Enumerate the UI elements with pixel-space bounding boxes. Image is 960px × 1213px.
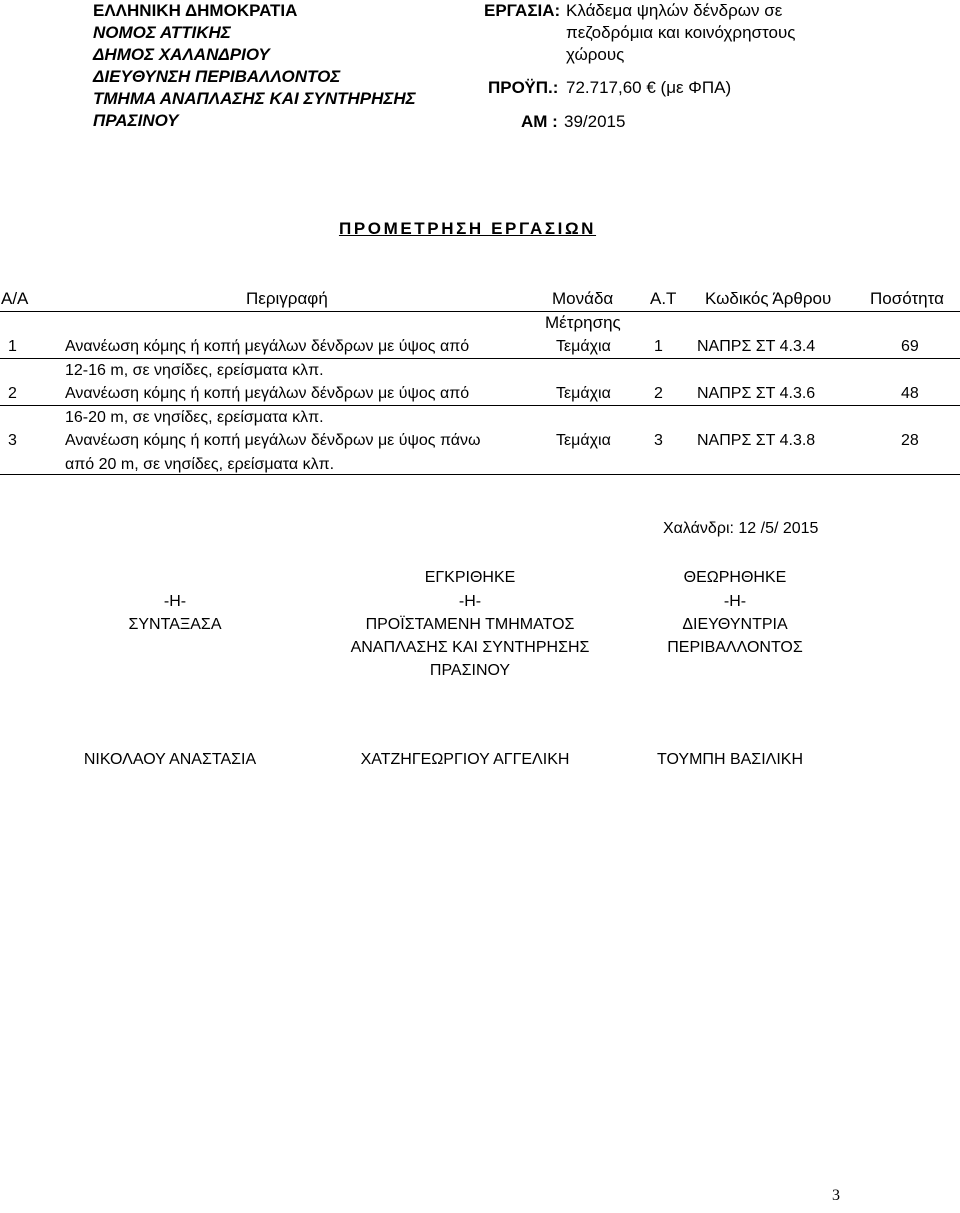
header-country: ΕΛΛΗΝΙΚΗ ΔΗΜΟΚΡΑΤΙΑ	[93, 1, 298, 20]
header-quantity: Ποσότητα	[870, 289, 944, 308]
row-quantity: 48	[901, 385, 919, 402]
budget-value: 72.717,60 € (με ΦΠΑ)	[566, 78, 732, 97]
work-line1: Κλάδεμα ψηλών δένδρων σε	[566, 1, 783, 20]
row-aa: 2	[8, 385, 17, 402]
reviewer-role-line2: ΠΕΡΙΒΑΛΛΟΝΤΟΣ	[667, 639, 803, 656]
page-number: 3	[832, 1187, 840, 1204]
row-description-line1: Ανανέωση κόμης ή κοπή μεγάλων δένδρων με ύψος από	[65, 338, 470, 355]
approver-role-line2: ΑΝΑΠΛΑΣΗΣ ΚΑΙ ΣΥΝΤΗΡΗΣΗΣ	[350, 639, 590, 656]
row-unit: Τεμάχια	[556, 385, 611, 402]
compiler-marker: -Η-	[163, 593, 187, 610]
am-label: ΑΜ :	[521, 112, 558, 131]
approved-heading: ΕΓΚΡΙΘΗΚΕ	[424, 569, 516, 586]
approver-role-line1: ΠΡΟΪΣΤΑΜΕΝΗ ΤΜΗΜΑΤΟΣ	[365, 616, 575, 633]
header-prefecture: ΝΟΜΟΣ ΑΤΤΙΚΗΣ	[93, 23, 231, 42]
document-date: Χαλάνδρι: 12 /5/ 2015	[663, 520, 819, 537]
row-at: 3	[654, 432, 663, 449]
row-unit: Τεμάχια	[556, 432, 611, 449]
budget-label: ΠΡΟΫΠ.:	[488, 78, 559, 97]
header-directorate: ΔΙΕΥΘΥΝΣΗ ΠΕΡΙΒΑΛΛΟΝΤΟΣ	[93, 67, 341, 86]
header-code: Κωδικός Άρθρου	[705, 289, 832, 308]
header-department-cont: ΠΡΑΣΙΝΟΥ	[93, 111, 179, 130]
row-description-line2: 16-20 m, σε νησίδες, ερείσματα κλπ.	[65, 409, 324, 426]
approver-name: ΧΑΤΖΗΓΕΩΡΓΙΟΥ ΑΓΓΕΛΙΚΗ	[360, 751, 570, 768]
row-unit: Τεμάχια	[556, 338, 611, 355]
row-description-line1: Ανανέωση κόμης ή κοπή μεγάλων δένδρων με ύψος από	[65, 385, 470, 402]
header-at: Α.Τ	[650, 289, 677, 308]
row-divider	[0, 405, 960, 406]
row-quantity: 69	[901, 338, 919, 355]
reviewer-marker: -Η-	[723, 593, 747, 610]
row-at: 2	[654, 385, 663, 402]
reviewer-name: ΤΟΥΜΠΗ ΒΑΣΙΛΙΚΗ	[656, 751, 803, 768]
header-unit-line2: Μέτρησης	[545, 313, 621, 332]
header-municipality: ΔΗΜΟΣ ΧΑΛΑΝΔΡΙΟΥ	[93, 45, 270, 64]
work-line2: πεζοδρόμια και κοινόχρηστους	[566, 23, 796, 42]
table-row	[0, 429, 960, 475]
header-description: Περιγραφή	[246, 289, 328, 308]
row-aa: 3	[8, 432, 17, 449]
row-quantity: 28	[901, 432, 919, 449]
work-line3: χώρους	[566, 45, 625, 64]
reviewed-heading: ΘΕΩΡΗΘΗΚΕ	[683, 569, 787, 586]
row-aa: 1	[8, 338, 17, 355]
row-code: ΝΑΠΡΣ ΣΤ 4.3.8	[697, 432, 816, 449]
header-department: ΤΜΗΜΑ ΑΝΑΠΛΑΣΗΣ ΚΑΙ ΣΥΝΤΗΡΗΣΗΣ	[93, 89, 416, 108]
row-divider	[0, 358, 960, 359]
reviewer-role-line1: ΔΙΕΥΘΥΝΤΡΙΑ	[682, 616, 788, 633]
row-description-line2: από 20 m, σε νησίδες, ερείσματα κλπ.	[65, 456, 335, 473]
table-bottom-rule	[0, 474, 960, 475]
row-at: 1	[654, 338, 663, 355]
row-description-line2: 12-16 m, σε νησίδες, ερείσματα κλπ.	[65, 362, 324, 379]
approver-role-line3: ΠΡΑΣΙΝΟΥ	[429, 662, 511, 679]
table-header	[0, 287, 960, 337]
header-aa: Α/Α	[1, 289, 29, 308]
row-code: ΝΑΠΡΣ ΣΤ 4.3.6	[697, 385, 816, 402]
compiler-name: ΝΙΚΟΛΑΟΥ ΑΝΑΣΤΑΣΙΑ	[83, 751, 257, 768]
am-value: 39/2015	[564, 112, 626, 131]
work-label: ΕΡΓΑΣΙΑ:	[484, 1, 561, 20]
header-divider	[0, 311, 960, 312]
row-code: ΝΑΠΡΣ ΣΤ 4.3.4	[697, 338, 816, 355]
header-unit-line1: Μονάδα	[552, 289, 614, 308]
document-title: ΠΡΟΜΕΤΡΗΣΗ ΕΡΓΑΣΙΩΝ	[338, 219, 597, 238]
approver-marker: -Η-	[458, 593, 482, 610]
compiler-role: ΣΥΝΤΑΞΑΣΑ	[128, 616, 222, 633]
row-description-line1: Ανανέωση κόμης ή κοπή μεγάλων δένδρων με ύψος πάνω	[65, 432, 481, 449]
